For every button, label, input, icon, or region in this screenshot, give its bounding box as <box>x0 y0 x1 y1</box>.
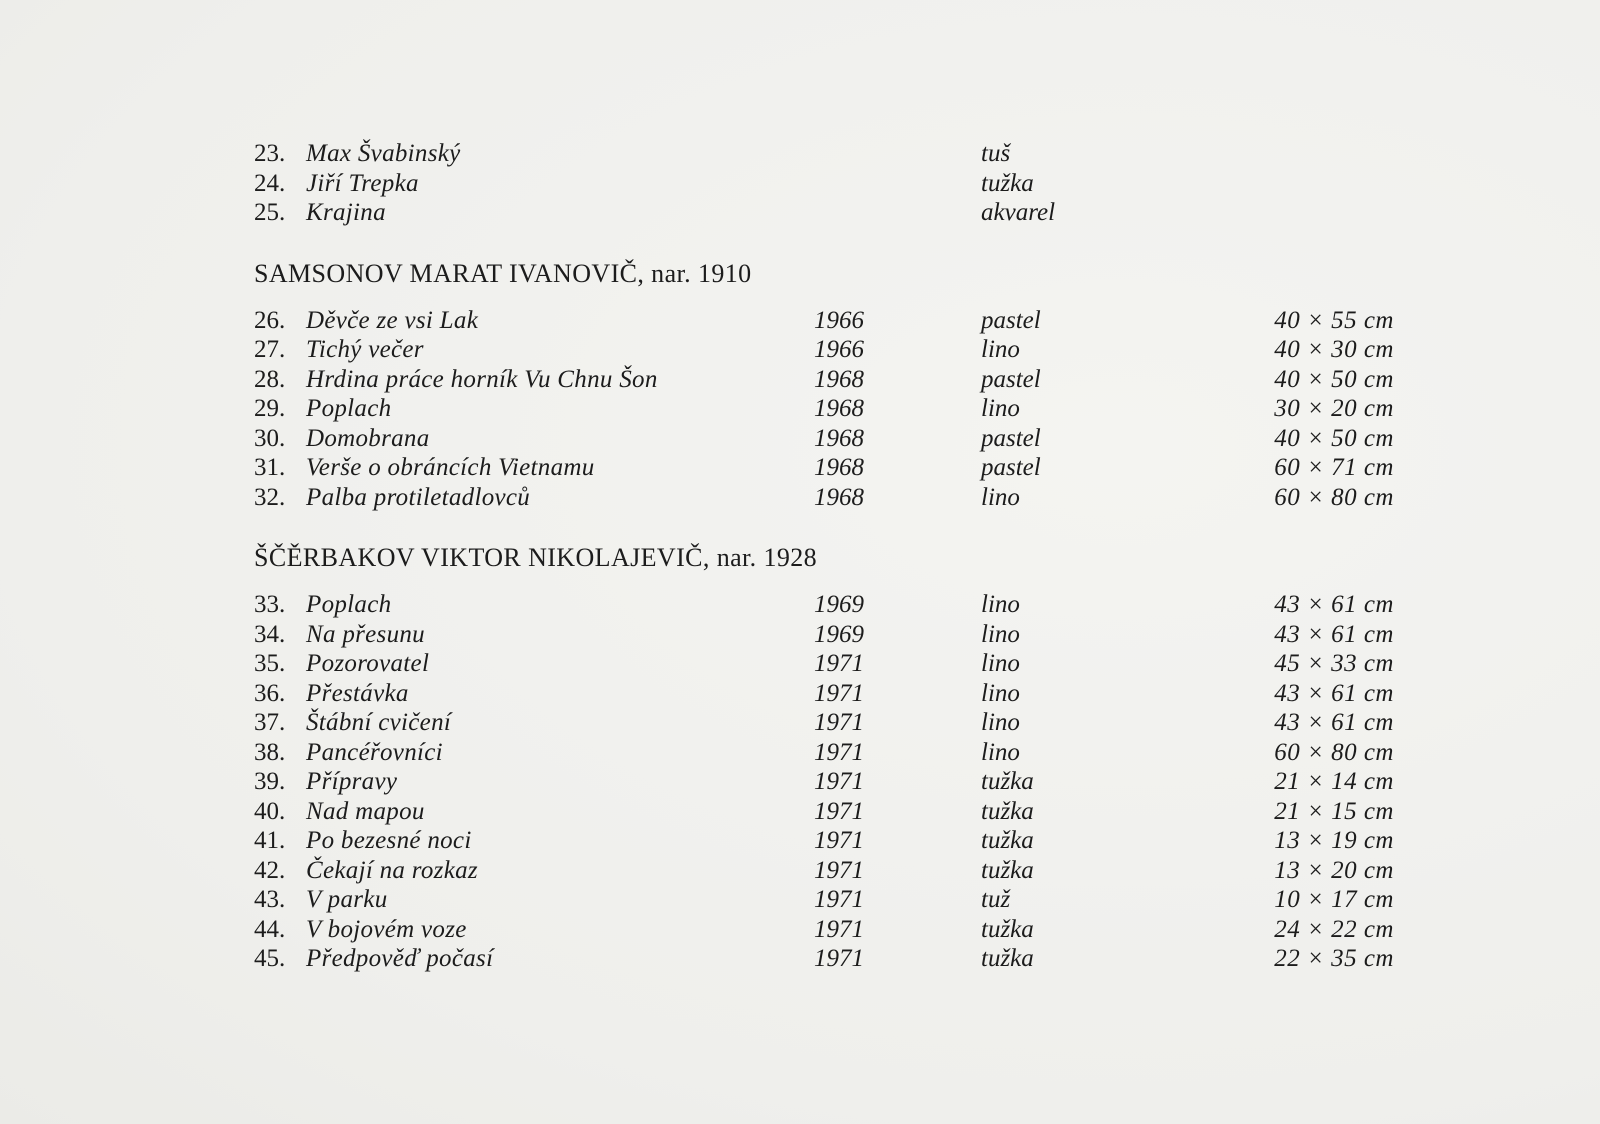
item-size: 21 × 14 cm <box>1274 768 1394 795</box>
item-medium: pastel <box>981 454 1041 481</box>
item-year: 1971 <box>814 827 864 854</box>
item-number: 29. <box>254 395 286 422</box>
item-number: 25. <box>254 199 286 226</box>
item-number: 23. <box>254 140 286 167</box>
item-size: 43 × 61 cm <box>1274 679 1394 707</box>
table-row <box>254 885 1394 915</box>
item-size: 43 × 61 cm <box>1274 591 1394 618</box>
item-size: 21 × 15 cm <box>1274 797 1394 825</box>
item-number: 42. <box>254 856 286 884</box>
table-row <box>254 679 1394 709</box>
item-number: 35. <box>254 650 286 677</box>
item-year: 1971 <box>814 945 864 972</box>
item-size: 43 × 61 cm <box>1274 620 1394 648</box>
item-medium: lino <box>981 336 1020 363</box>
item-medium: lino <box>981 650 1020 677</box>
item-title: Domobrana <box>306 424 430 452</box>
item-medium: tuž <box>981 886 1011 913</box>
item-year: 1971 <box>814 709 864 736</box>
list-item <box>254 198 1394 228</box>
item-medium: pastel <box>981 306 1041 334</box>
item-year: 1971 <box>814 797 864 825</box>
item-year: 1971 <box>814 679 864 707</box>
item-title: Přípravy <box>306 768 398 795</box>
item-medium: pastel <box>981 365 1041 393</box>
item-year: 1966 <box>814 306 864 334</box>
item-size: 24 × 22 cm <box>1274 915 1394 943</box>
item-title: Po bezesné noci <box>306 827 472 854</box>
table-row <box>254 915 1394 945</box>
item-number: 39. <box>254 768 286 795</box>
table-row <box>254 767 1394 797</box>
catalog-list <box>254 139 1394 974</box>
item-title: Na přesunu <box>306 620 425 648</box>
item-title: Přestávka <box>306 679 409 707</box>
item-number: 38. <box>254 738 286 766</box>
item-medium: akvarel <box>981 199 1056 226</box>
item-number: 31. <box>254 454 286 481</box>
item-size: 60 × 71 cm <box>1274 454 1394 481</box>
table-row <box>254 708 1394 738</box>
item-number: 32. <box>254 483 286 511</box>
item-number: 41. <box>254 827 286 854</box>
artist-heading: ŠČĚRBAKOV VIKTOR NIKOLAJEVIČ, nar. 1928 <box>254 543 818 572</box>
item-title: Palba protiletadlovců <box>306 483 531 511</box>
item-title: Poplach <box>306 395 392 422</box>
table-row <box>254 424 1394 454</box>
item-size: 13 × 20 cm <box>1274 856 1394 884</box>
item-size: 40 × 50 cm <box>1274 365 1394 393</box>
item-size: 60 × 80 cm <box>1274 483 1394 511</box>
item-size: 60 × 80 cm <box>1274 738 1394 766</box>
item-medium: tužka <box>981 797 1034 825</box>
item-size: 22 × 35 cm <box>1274 945 1394 972</box>
item-title: Pozorovatel <box>306 650 430 677</box>
item-medium: lino <box>981 738 1020 766</box>
item-year: 1971 <box>814 856 864 884</box>
item-title: Pancéřovníci <box>306 738 443 766</box>
spacer <box>254 228 1394 259</box>
item-number: 24. <box>254 169 286 197</box>
item-number: 26. <box>254 306 286 334</box>
item-size: 40 × 55 cm <box>1274 306 1394 334</box>
table-row <box>254 453 1394 483</box>
item-number: 34. <box>254 620 286 648</box>
item-title: Jiří Trepka <box>306 169 419 197</box>
item-medium: lino <box>981 395 1020 422</box>
item-size: 40 × 50 cm <box>1274 424 1394 452</box>
table-row <box>254 738 1394 768</box>
table-row <box>254 394 1394 424</box>
item-medium: tuš <box>981 140 1011 167</box>
item-year: 1968 <box>814 454 864 481</box>
artist-heading: SAMSONOV MARAT IVANOVIČ, nar. 1910 <box>254 258 752 288</box>
item-title: Poplach <box>306 591 392 618</box>
item-medium: pastel <box>981 424 1041 452</box>
item-year: 1969 <box>814 591 864 618</box>
item-year: 1968 <box>814 483 864 511</box>
item-title: Čekají na rozkaz <box>306 856 478 884</box>
item-size: 30 × 20 cm <box>1274 395 1394 422</box>
item-medium: lino <box>981 591 1020 618</box>
item-title: Krajina <box>306 199 386 226</box>
item-year: 1966 <box>814 336 864 363</box>
item-medium: tužka <box>981 827 1034 854</box>
item-year: 1969 <box>814 620 864 648</box>
table-row <box>254 365 1394 395</box>
item-title: V bojovém voze <box>306 915 467 943</box>
item-medium: lino <box>981 620 1020 648</box>
item-size: 10 × 17 cm <box>1274 886 1394 913</box>
artist-section <box>254 543 1394 974</box>
table-row <box>254 335 1394 365</box>
table-row <box>254 944 1394 974</box>
item-size: 43 × 61 cm <box>1274 709 1394 736</box>
item-number: 33. <box>254 591 286 618</box>
item-size: 40 × 30 cm <box>1274 336 1394 363</box>
item-year: 1968 <box>814 424 864 452</box>
item-title: Hrdina práce horník Vu Chnu Šon <box>306 365 658 393</box>
artist-section <box>254 259 1394 513</box>
item-number: 44. <box>254 915 286 943</box>
table-row <box>254 649 1394 679</box>
item-number: 27. <box>254 336 286 363</box>
item-number: 28. <box>254 365 286 393</box>
item-medium: tužka <box>981 945 1034 972</box>
item-year: 1971 <box>814 886 864 913</box>
item-year: 1971 <box>814 738 864 766</box>
item-number: 30. <box>254 424 286 452</box>
item-year: 1971 <box>814 768 864 795</box>
item-number: 36. <box>254 679 286 707</box>
item-year: 1968 <box>814 365 864 393</box>
table-row <box>254 856 1394 886</box>
item-medium: tužka <box>981 856 1034 884</box>
item-title: Verše o obráncích Vietnamu <box>306 454 595 481</box>
item-year: 1971 <box>814 650 864 677</box>
table-row <box>254 483 1394 513</box>
item-title: Děvče ze vsi Lak <box>306 306 479 334</box>
item-number: 43. <box>254 886 286 913</box>
item-medium: lino <box>981 483 1020 511</box>
item-medium: lino <box>981 679 1020 707</box>
list-item <box>254 169 1394 199</box>
spacer <box>254 289 1394 306</box>
item-title: Štábní cvičení <box>306 709 452 736</box>
item-year: 1971 <box>814 915 864 943</box>
item-medium: lino <box>981 709 1020 736</box>
item-medium: tužka <box>981 169 1034 197</box>
item-title: Tichý večer <box>306 336 424 363</box>
table-row <box>254 620 1394 650</box>
spacer <box>254 512 1394 543</box>
item-size: 13 × 19 cm <box>1274 827 1394 854</box>
item-medium: tužka <box>981 915 1034 943</box>
item-medium: tužka <box>981 768 1034 795</box>
item-size: 45 × 33 cm <box>1274 650 1394 677</box>
item-number: 37. <box>254 709 286 736</box>
item-title: V parku <box>306 886 388 913</box>
table-row <box>254 306 1394 336</box>
table-row <box>254 797 1394 827</box>
item-title: Max Švabinský <box>306 140 461 167</box>
item-number: 45. <box>254 945 286 972</box>
table-row <box>254 590 1394 620</box>
list-item <box>254 139 1394 169</box>
item-title: Nad mapou <box>306 797 425 825</box>
intro-group <box>254 139 1394 228</box>
spacer <box>254 573 1394 590</box>
item-title: Předpověď počasí <box>306 945 494 972</box>
table-row <box>254 826 1394 856</box>
item-number: 40. <box>254 797 286 825</box>
item-year: 1968 <box>814 395 864 422</box>
